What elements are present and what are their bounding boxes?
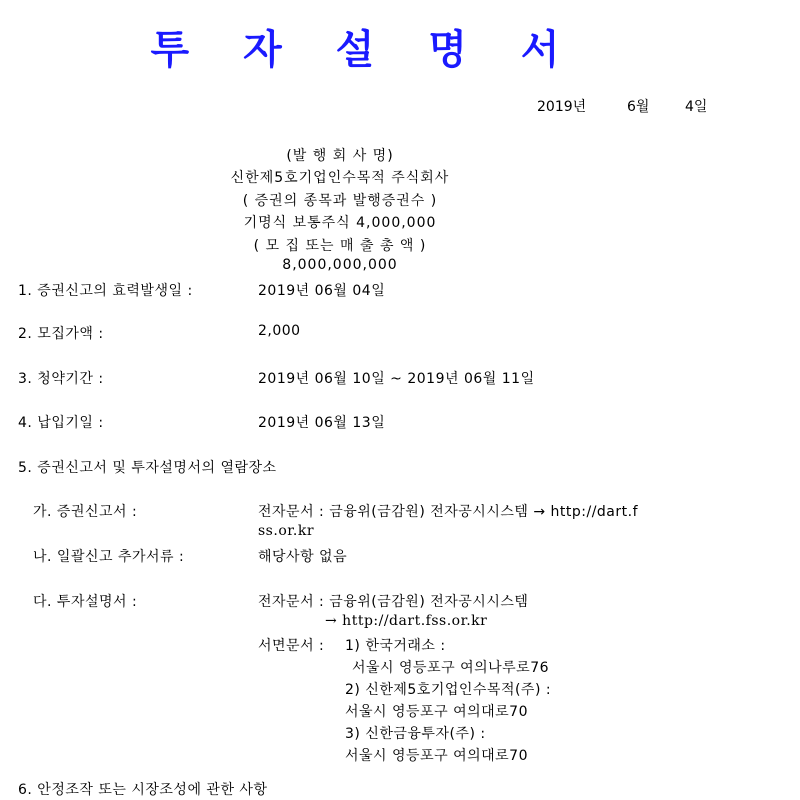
item-5-label: 5. 증권신고서 및 투자설명서의 열람장소 bbox=[18, 460, 277, 476]
sub-ga-line2: ss.or.kr bbox=[258, 523, 315, 539]
item-3-value: 2019년 06월 10일 ~ 2019년 06월 11일 bbox=[258, 371, 535, 387]
document-title: 투 자 설 명 서 bbox=[150, 27, 580, 73]
item-4-label: 4. 납입기일 : bbox=[18, 415, 104, 431]
paper-item-1: 1) 한국거래소 : bbox=[345, 638, 446, 654]
item-2-value: 2,000 bbox=[258, 323, 301, 339]
item-6-label: 6. 안정조작 또는 시장조성에 관한 사항 bbox=[18, 782, 268, 798]
paper-item-3-address: 서울시 영등포구 여의대로70 bbox=[345, 748, 528, 764]
securities-value: 기명식 보통주식 4,000,000 bbox=[243, 215, 437, 231]
amount-label: ( 모 집 또는 매 출 총 액 ) bbox=[253, 238, 427, 254]
item-1-label: 1. 증권신고의 효력발생일 : bbox=[18, 283, 193, 299]
paper-item-1-address: 서울시 영등포구 여의나루로76 bbox=[352, 660, 550, 676]
securities-label: ( 증권의 종목과 발행증권수 ) bbox=[242, 193, 438, 209]
item-2-label: 2. 모집가액 : bbox=[18, 326, 104, 342]
item-4-value: 2019년 06월 13일 bbox=[258, 415, 386, 431]
date-year: 2019년 bbox=[537, 99, 587, 115]
issuer-name-label: (발 행 회 사 명) bbox=[286, 148, 394, 164]
paper-doc-label: 서면문서 : bbox=[258, 638, 325, 654]
sub-ga-line1: 전자문서 : 금융위(금감원) 전자공시시스템 → http://dart.f bbox=[258, 504, 639, 520]
item-3-label: 3. 청약기간 : bbox=[18, 371, 104, 387]
date-day: 4일 bbox=[685, 99, 708, 115]
sub-da-label: 다. 투자설명서 : bbox=[33, 594, 138, 610]
item-1-value: 2019년 06월 04일 bbox=[258, 283, 386, 299]
issuer-name: 신한제5호기업인수목적 주식회사 bbox=[230, 170, 450, 186]
sub-da-line2: → http://dart.fss.or.kr bbox=[325, 613, 488, 629]
sub-na-value: 해당사항 없음 bbox=[258, 549, 348, 565]
paper-item-2-address: 서울시 영등포구 여의대로70 bbox=[345, 704, 528, 720]
sub-ga-label: 가. 증권신고서 : bbox=[33, 504, 138, 520]
paper-item-3: 3) 신한금융투자(주) : bbox=[345, 726, 486, 742]
date-month: 6월 bbox=[627, 99, 650, 115]
amount-value: 8,000,000,000 bbox=[282, 257, 398, 273]
sub-na-label: 나. 일괄신고 추가서류 : bbox=[33, 549, 185, 565]
sub-da-line1: 전자문서 : 금융위(금감원) 전자공시시스템 bbox=[258, 594, 529, 610]
paper-item-2: 2) 신한제5호기업인수목적(주) : bbox=[345, 682, 552, 698]
